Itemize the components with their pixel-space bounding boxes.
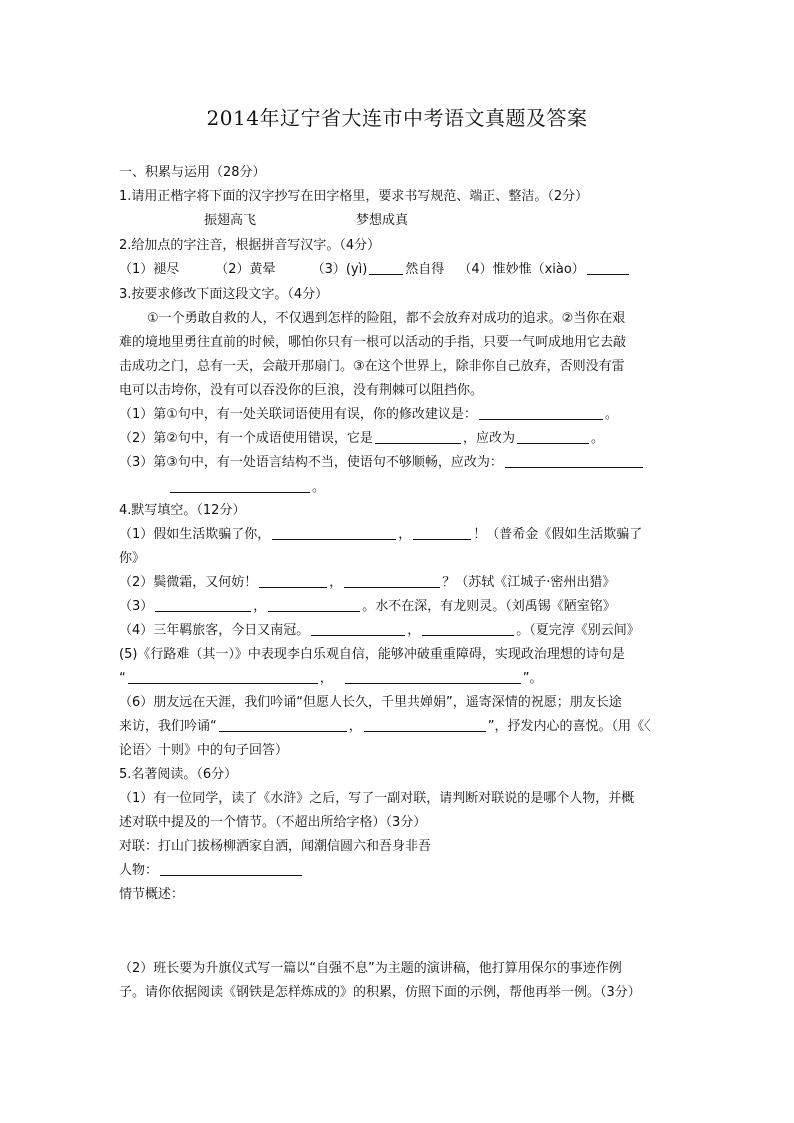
q5-person [119, 862, 304, 880]
blank-line[interactable] [505, 454, 643, 468]
q3-paragraph-line: 击成功之门，总有一天，会敲开那扇门。③在这个世界上，除非你自己放弃，否则没有雷 [119, 359, 625, 374]
page-title: 2014年辽宁省大连市中考语文真题及答案 [206, 106, 588, 130]
q2-stem: 2.给加点的字注音，根据拼音写汉字。（4分） [119, 238, 381, 253]
q2-item-4: （4）惟妙惟（xiào） [458, 262, 585, 277]
q3-sub-3-text: （3）第③句中，有一处语言结构不当，使语句不够顺畅，应改为： [119, 455, 503, 470]
section-heading: 一、积累与运用（28分） [119, 165, 266, 180]
q1-stem: 1.请用正楷字将下面的汉字抄写在田字格里，要求书写规范、端正、整洁。（2分） [119, 189, 589, 204]
punct: ， [407, 623, 421, 638]
blank-line[interactable] [155, 598, 251, 612]
punct: ， [253, 599, 267, 614]
q3-sub-2 [119, 430, 604, 448]
q4-line-3-source: 。水不在深，有龙则灵。（刘禹锡《陋室铭》 [362, 599, 616, 614]
punct: 。 [604, 407, 618, 422]
blank-line[interactable] [170, 479, 310, 493]
q3-paragraph-line: 电可以击垮你，没有可以吞没你的巨浪，没有荆棘可以阻挡你。 [119, 383, 484, 398]
blank-line[interactable] [160, 862, 302, 876]
q5-person-label: 人物： [119, 863, 159, 878]
q5-part2-line: 子。请你依据阅读《钢铁是怎样炼成的》的积累，仿照下面的示例，帮他再举一例。（3分） [119, 985, 641, 1000]
q4-line-5-blanks [119, 670, 543, 688]
q3-sub-2-text-b: ，应改为 [462, 431, 515, 446]
q5-part1-line: 述对联中提及的一个情节。（不超出所给字格）（3分） [119, 815, 427, 830]
q1-word-1: 振翅高飞 [204, 213, 257, 228]
q5-part1-line: （1）有一位同学，读了《水浒》之后，写了一副对联，请判断对联说的是哪个人物，并概 [119, 791, 635, 806]
q2-item-3-rest: 然自得 [405, 262, 445, 277]
q4-line-6-tail: ”，抒发内心的喜悦。（用《〈 [487, 719, 651, 734]
blank-line[interactable] [479, 406, 603, 420]
blank-line[interactable] [369, 261, 403, 275]
blank-line[interactable] [422, 622, 514, 636]
q5-part2-line: （2）班长要为升旗仪式写一篇以“自强不息”为主题的演讲稿，他打算用保尔的事迹作例 [119, 961, 622, 976]
q3-sub-2-text: （2）第②句中，有一个成语使用错误，它是 [119, 431, 373, 446]
q4-stem: 4.默写填空。（12分） [119, 503, 246, 518]
q4-line-6-text: 来访，我们吟诵“ [119, 719, 217, 734]
q2-item-3: （3）(yì) [311, 262, 368, 277]
q4-line-1 [119, 526, 642, 544]
q4-line-6: （6）朋友远在天涯，我们吟诵“但愿人长久，千里共婵娟”，遥寄深情的祝愿；朋友长途 [119, 695, 622, 710]
blank-line[interactable] [128, 670, 318, 684]
q5-stem: 5.名著阅读。（6分） [119, 767, 238, 782]
q4-line-3 [119, 598, 616, 616]
punct: 。 [590, 431, 604, 446]
punct: ， [398, 527, 412, 542]
q3-sub-3 [119, 454, 645, 472]
blank-line[interactable] [344, 574, 440, 588]
q3-sub-3-cont [168, 479, 325, 497]
q4-line-6-end: 论语〉十则》中的句子回答） [119, 743, 289, 758]
q5-couplet: 对联：打山门拔杨柳洒家自洒，闻潮信圆六和吾身非吾 [119, 839, 432, 854]
q4-line-1-source: ！（普希金《假如生活欺骗了 [473, 527, 643, 542]
q1-word-2: 梦想成真 [356, 213, 409, 228]
blank-line[interactable] [272, 526, 396, 540]
q3-paragraph-line: 难的境地里勇往直前的时候，哪怕你只有一根可以活动的手指，只要一气呵成地用它去敲 [119, 335, 627, 350]
q4-line-4-text: （4）三年羁旅客，今日又南冠。 [119, 623, 310, 638]
blank-line[interactable] [259, 574, 327, 588]
q5-plot-label: 情节概述： [119, 887, 185, 902]
blank-line[interactable] [413, 526, 471, 540]
q4-line-1-text: （1）假如生活欺骗了你， [119, 527, 271, 542]
q3-paragraph-line: ①一个勇敢自救的人，不仅遇到怎样的险阻，都不会放弃对成功的追求。②当你在艰 [147, 311, 626, 326]
blank-line[interactable] [268, 598, 360, 612]
punct: ， [348, 719, 362, 734]
punct: ”。 [522, 671, 543, 686]
q3-sub-1 [119, 406, 618, 424]
q4-line-2-text: （2）鬓微霜，又何妨！ [119, 575, 258, 590]
q2-item-1: （1）褪尽 [119, 262, 180, 277]
punct: ， [329, 575, 343, 590]
q4-line-2-source: ？（苏轼《江城子·密州出猎》 [442, 575, 616, 590]
q3-stem: 3.按要求修改下面这段文字。（4分） [119, 287, 329, 302]
q4-line-6-cont [119, 718, 651, 736]
q4-line-3-text: （3） [119, 599, 154, 614]
q4-line-5: (5)《行路难（其一）》中表现李白乐观自信，能够冲破重重障碍，实现政治理想的诗句是 [119, 647, 625, 662]
blank-line[interactable] [219, 718, 347, 732]
blank-line[interactable] [311, 622, 405, 636]
q2-items [119, 261, 631, 279]
blank-line[interactable] [587, 261, 629, 275]
punct: 。 [312, 480, 326, 495]
blank-line[interactable] [345, 670, 521, 684]
q4-line-4-source: 。（夏完淳《别云间》 [516, 623, 640, 638]
blank-line[interactable] [375, 430, 461, 444]
q4-line-4 [119, 622, 640, 640]
q3-sub-1-text: （1）第①句中，有一处关联词语使用有误，你的修改建议是： [119, 407, 477, 422]
q4-line-2 [119, 574, 615, 592]
punct: ， [319, 671, 333, 686]
quote-open: “ [119, 671, 126, 686]
q2-item-2: （2）黄晕 [215, 262, 276, 277]
blank-line[interactable] [364, 718, 486, 732]
q4-line-1-cont: 你》 [119, 551, 146, 566]
blank-line[interactable] [517, 430, 589, 444]
